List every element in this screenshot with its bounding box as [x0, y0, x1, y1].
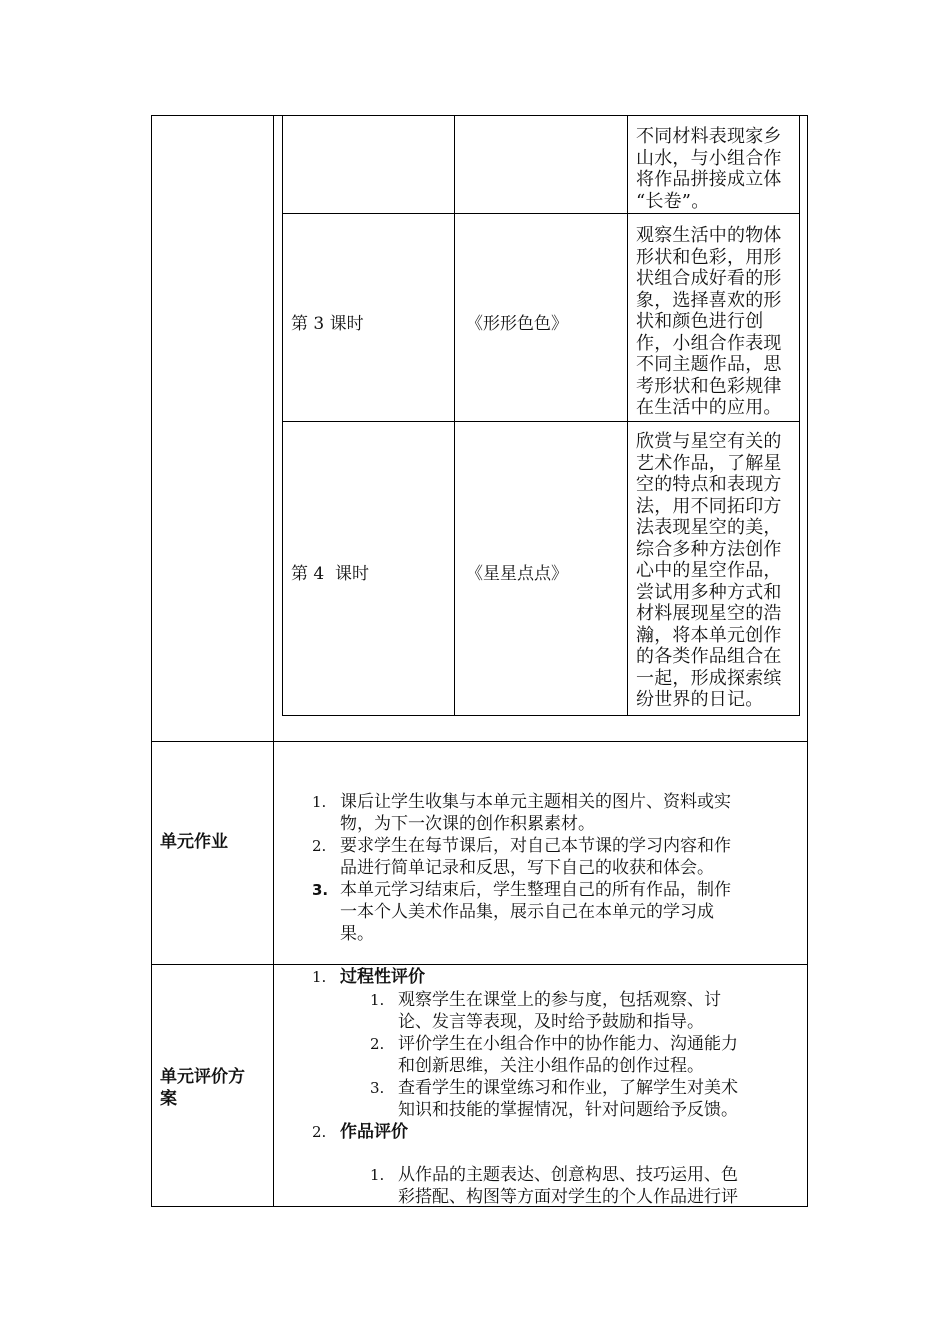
process-item-2-number: 2.: [370, 1035, 385, 1053]
evaluation-heading: 单元评价方 案: [160, 1067, 245, 1109]
process-item-1-text: 观察学生在课堂上的参与度，包括观察、讨 论、发言等表现，及时给予鼓励和指导。: [398, 990, 721, 1032]
lesson-table-col-divider-2: [627, 115, 628, 716]
lesson-row-2-lesson: 第 3 课时: [291, 314, 364, 334]
lesson-row-2-title: 《形形色色》: [466, 314, 568, 334]
homework-item-1-number: 1.: [312, 793, 327, 811]
homework-item-2-text: 要求学生在每节课后，对自己本节课的学习内容和作 品进行简单记录和反思，写下自己的收获和体会。: [340, 836, 731, 878]
lesson-row-2-desc: 观察生活中的物体 形状和色彩，用形 状组合成好看的形 象，选择喜欢的形 状和颜色进行创 作，小组合作表现 不同主题作品，思 考形状和色彩规律 在生活中的应用。: [636, 225, 782, 418]
homework-item-3-text: 本单元学习结束后，学生整理自己的所有作品，制作 一本个人美术作品集，展示自己在本单元的学习成 果。: [340, 880, 731, 944]
lesson-row-1-desc: 不同材料表现家乡 山水，与小组合作 将作品拼接成立体 “长卷”。: [636, 126, 782, 212]
lesson-row-3-desc: 欣赏与星空有关的 艺术作品，了解星 空的特点和表现方 法，用不同拓印方 法表现星空的美， 综合多种方法创作 心中的星空作品， 尝试用多种方式和 材料展现星空的浩 瀚，将本单元创作 的各类作品组合在 一起，形成探索缤 纷世界的日记。: [636, 431, 782, 710]
evaluation-process-number: 1.: [312, 968, 327, 986]
evaluation-works-title: 作品评价: [340, 1122, 408, 1142]
row-divider-homework: [151, 741, 808, 742]
homework-heading: 单元作业: [160, 832, 228, 852]
homework-item-2-number: 2.: [312, 837, 327, 855]
works-item-1-number: 1.: [370, 1166, 385, 1184]
lesson-table-col-divider-1: [454, 115, 455, 716]
process-item-1-number: 1.: [370, 991, 385, 1009]
process-item-3-text: 查看学生的课堂练习和作业，了解学生对美术 知识和技能的掌握情况，针对问题给予反馈。: [398, 1078, 738, 1120]
process-item-3-number: 3.: [370, 1079, 385, 1097]
lesson-row-3-lesson: 第 4 课时: [291, 564, 370, 584]
lesson-row-3-title: 《星星点点》: [466, 564, 568, 584]
works-item-1-text: 从作品的主题表达、创意构思、技巧运用、色 彩搭配、构图等方面对学生的个人作品进行评: [398, 1165, 738, 1207]
outer-column-divider: [273, 115, 274, 1207]
lesson-table-row-divider-2: [282, 421, 800, 422]
evaluation-works-number: 2.: [312, 1123, 327, 1141]
lesson-table-row-divider-1: [282, 213, 800, 214]
evaluation-process-title: 过程性评价: [340, 967, 425, 987]
process-item-2-text: 评价学生在小组合作中的协作能力、沟通能力 和创新思维，关注小组作品的创作过程。: [398, 1034, 738, 1076]
homework-item-1-text: 课后让学生收集与本单元主题相关的图片、资料或实 物，为下一次课的创作积累素材。: [340, 792, 731, 834]
homework-item-3-number: 3.: [312, 881, 329, 899]
row-divider-evaluation: [151, 964, 808, 965]
